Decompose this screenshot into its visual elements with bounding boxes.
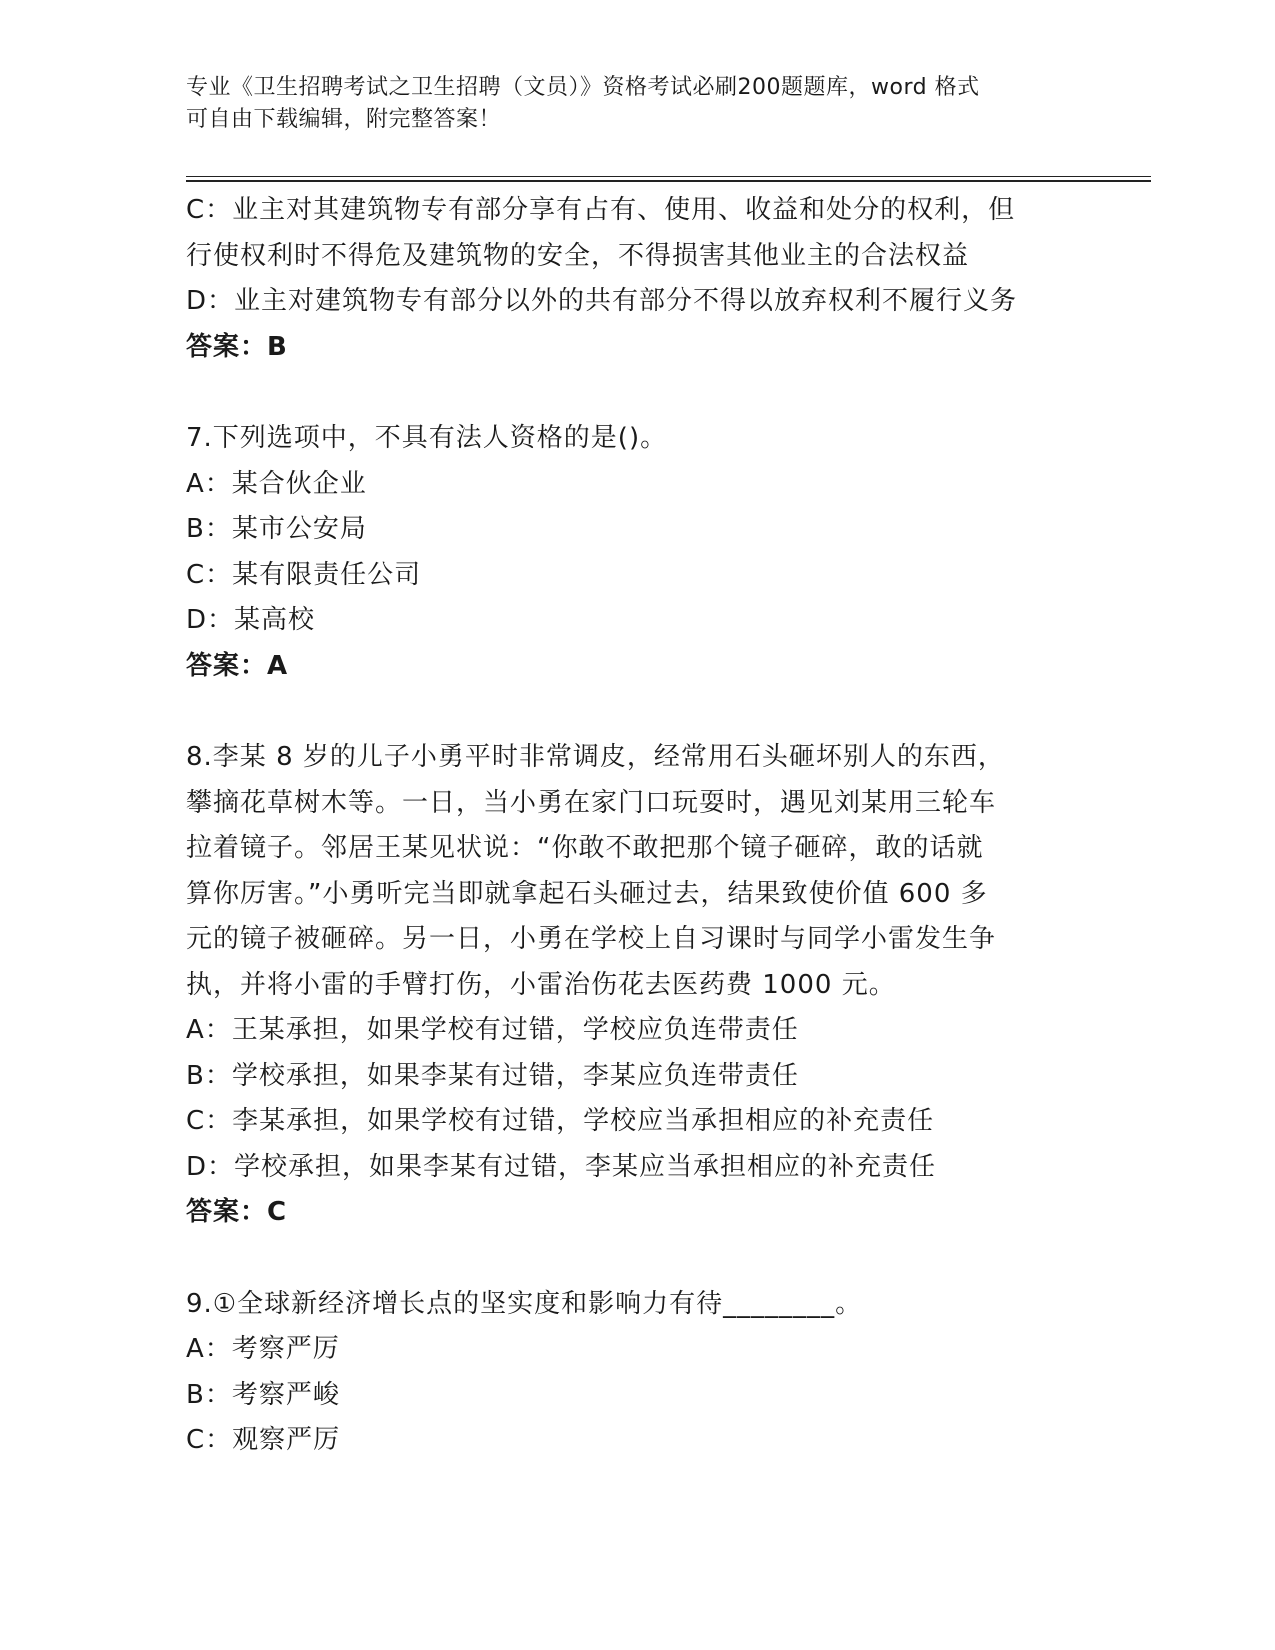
option-d: D：业主对建筑物专有部分以外的共有部分不得以放弃权利不履行义务 (186, 286, 1018, 316)
question-stem: 7.下列选项中，不具有法人资格的是()。 (186, 423, 668, 453)
question-7 (186, 416, 1086, 689)
question-stem-line: 元的镜子被砸碎。另一日，小勇在学校上自习课时与同学小雷发生争 (186, 924, 997, 954)
option-b: B：某市公安局 (186, 514, 367, 544)
question-stem-line: 8.李某 8 岁的儿子小勇平时非常调皮，经常用石头砸坏别人的东西， (186, 742, 1005, 772)
question-stem: 9.①全球新经济增长点的坚实度和影响力有待________。 (186, 1288, 863, 1319)
question-8 (186, 735, 1086, 1236)
answer: 答案：C (186, 1197, 288, 1227)
option-a: A：某合伙企业 (186, 468, 367, 499)
question-stem-line: 算你厉害。”小勇听完当即就拿起石头砸过去，结果致使价值 600 多 (186, 878, 988, 909)
option-c-line-1: C：业主对其建筑物专有部分享有占有、使用、收益和处分的权利，但 (186, 195, 1016, 225)
answer: 答案：A (186, 650, 289, 681)
question-9 (186, 1282, 1086, 1464)
document-header (186, 72, 1086, 136)
option-c: C：李某承担，如果学校有过错，学校应当承担相应的补充责任 (186, 1106, 935, 1136)
question-stem-line: 拉着镜子。邻居王某见状说：“你敢不敢把那个镜子砸碎，敢的话就 (186, 833, 984, 863)
option-c: C：观察严厉 (186, 1425, 341, 1455)
document-body (186, 188, 1086, 1464)
question-stem-line: 执，并将小雷的手臂打伤，小雷治伤花去医药费 1000 元。 (186, 969, 896, 1000)
option-c-line-2: 行使权利时不得危及建筑物的安全，不得损害其他业主的合法权益 (186, 240, 970, 271)
option-d: D：学校承担，如果李某有过错，李某应当承担相应的补充责任 (186, 1151, 937, 1182)
question-stem-line: 攀摘花草树木等。一日，当小勇在家门口玩耍时，遇见刘某用三轮车 (186, 787, 997, 818)
option-a: A：王某承担，如果学校有过错，学校应负连带责任 (186, 1015, 799, 1045)
option-b: B：考察严峻 (186, 1379, 340, 1410)
option-b: B：学校承担，如果李某有过错，李某应负连带责任 (186, 1060, 799, 1091)
option-d: D：某高校 (186, 605, 316, 635)
option-c: C：某有限责任公司 (186, 559, 422, 590)
header-divider (186, 176, 1151, 182)
header-title-line-1: 专业《卫生招聘考试之卫生招聘（文员）》资格考试必刷200题题库，word 格式 (186, 75, 980, 100)
option-a: A：考察严厉 (186, 1334, 340, 1364)
question-6-continued (186, 188, 1086, 370)
header-title-line-2: 可自由下载编辑，附完整答案！ (186, 107, 502, 132)
answer: 答案：B (186, 331, 288, 362)
